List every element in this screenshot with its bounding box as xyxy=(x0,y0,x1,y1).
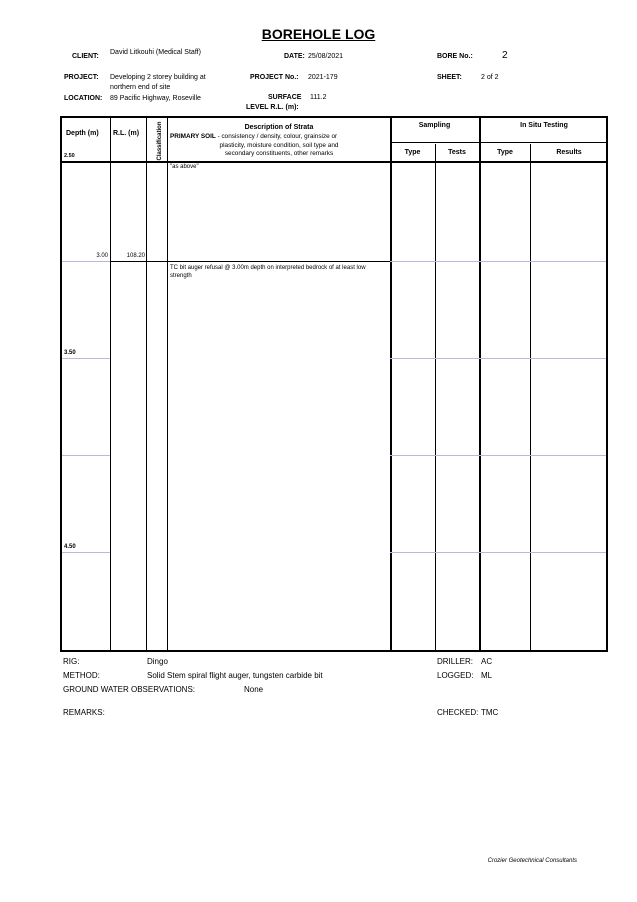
checked-label: CHECKED: xyxy=(437,708,479,717)
description-header-criteria: - consistency / density, colour, grainsize or xyxy=(215,133,338,140)
col-divider-sampling xyxy=(435,144,436,650)
layer-depth-value: 3.00 xyxy=(96,253,108,259)
client-label: CLIENT: xyxy=(72,53,99,60)
strata-description-row2-line1: TC bit auger refusal @ 3.00m depth on interpreted bedrock of at least low xyxy=(170,265,366,271)
sampling-header: Sampling xyxy=(418,122,451,129)
grid-line xyxy=(62,358,110,359)
surface-label: SURFACE xyxy=(268,94,302,101)
location-value: 89 Pacific Highway, Roseville xyxy=(110,95,201,102)
sheet-label: SHEET: xyxy=(437,74,462,81)
date-label: DATE: xyxy=(284,53,305,60)
rig-value: Dingo xyxy=(147,657,168,666)
driller-label: DRILLER: xyxy=(437,657,474,666)
start-depth: 2.50 xyxy=(64,153,75,159)
insitu-type-header: Type xyxy=(497,149,513,156)
insitu-header: In Situ Testing xyxy=(520,122,568,129)
rl-header: R.L. (m) xyxy=(113,130,140,137)
grid-line xyxy=(62,552,110,553)
grid-line xyxy=(62,455,110,456)
bore-label: BORE No.: xyxy=(437,53,473,60)
groundwater-label: GROUND WATER OBSERVATIONS: xyxy=(63,685,196,694)
client-value: David Litkouhi (Medical Staff) xyxy=(110,49,201,56)
col-divider-insitu xyxy=(530,144,531,650)
header-bottom-line xyxy=(62,161,606,163)
groundwater-value: None xyxy=(244,685,264,694)
grid-line xyxy=(62,261,110,262)
driller-value: AC xyxy=(481,657,493,666)
date-value: 25/08/2021 xyxy=(308,53,344,60)
description-header-title: Description of Strata xyxy=(244,124,314,131)
remarks-label: REMARKS: xyxy=(63,708,105,717)
logged-value: ML xyxy=(481,671,493,680)
checked-value: TMC xyxy=(481,708,499,717)
sampling-tests-header: Tests xyxy=(448,149,466,156)
strata-description-row1: "as above" xyxy=(170,164,199,170)
grid-line xyxy=(390,261,606,262)
depth-mark: 4.50 xyxy=(64,544,76,550)
project-label: PROJECT: xyxy=(64,74,99,81)
depth-header: Depth (m) xyxy=(66,130,99,137)
layer-boundary-line xyxy=(110,261,390,262)
sampling-type-header: Type xyxy=(404,149,421,156)
project-value-line2: northern end of site xyxy=(110,84,171,91)
col-divider-desc xyxy=(390,118,392,650)
strata-description-row2-line2: strength xyxy=(170,273,192,279)
subheader-line xyxy=(390,142,606,143)
company-credit: Crozier Geotechnical Consultants xyxy=(487,858,577,864)
surface-value: 111.2 xyxy=(310,94,327,101)
col-divider-rl xyxy=(146,118,147,650)
col-divider-class xyxy=(167,118,168,650)
borehole-log-table xyxy=(60,116,608,652)
logged-label: LOGGED: xyxy=(437,671,474,680)
grid-line xyxy=(390,358,606,359)
insitu-results-header: Results xyxy=(556,149,582,156)
document-title: BOREHOLE LOG xyxy=(261,26,376,42)
project-no-label: PROJECT No.: xyxy=(250,74,299,81)
description-header-line1 xyxy=(170,133,337,140)
location-label: LOCATION: xyxy=(64,95,103,102)
method-label: METHOD: xyxy=(63,671,100,680)
classification-header: Classification xyxy=(157,121,163,161)
sheet-value: 2 of 2 xyxy=(481,74,499,81)
grid-line xyxy=(390,552,606,553)
col-divider-samp-insitu xyxy=(479,118,481,650)
project-no-value: 2021-179 xyxy=(308,74,338,81)
bore-value: 2 xyxy=(502,50,508,61)
layer-rl-value: 108.20 xyxy=(126,253,145,259)
primary-soil-label: PRIMARY SOIL xyxy=(170,133,216,140)
grid-line xyxy=(390,455,606,456)
description-header-line2: plasticity, moisture condition, soil type and xyxy=(219,142,339,149)
surface-level-label: LEVEL R.L. (m): xyxy=(246,104,299,111)
method-value: Solid Stem spiral flight auger, tungsten carbide bit xyxy=(147,671,323,680)
description-header-line3: secondary constituents, other remarks xyxy=(224,150,334,157)
depth-mark: 3.50 xyxy=(64,350,76,356)
project-value-line1: Developing 2 storey building at xyxy=(110,74,206,81)
col-divider-depth xyxy=(110,118,111,650)
rig-label: RIG: xyxy=(63,657,80,666)
